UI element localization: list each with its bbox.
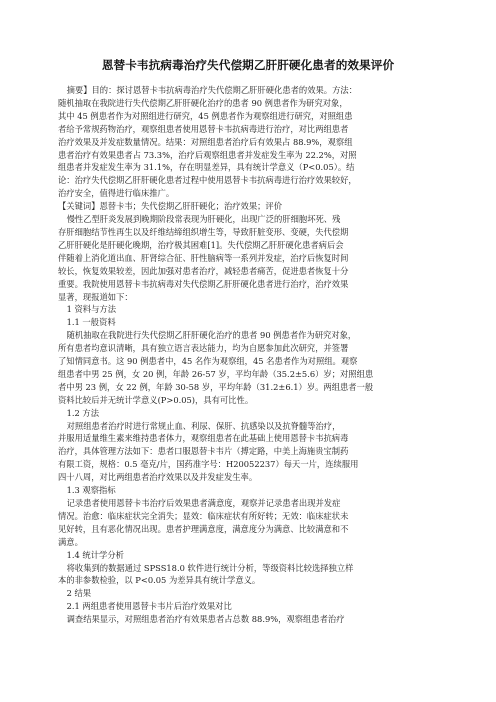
body-line: 满意。 [58, 536, 83, 547]
body-line: 组患者中男 25 例，女 20 例，年龄 26-57 岁，平均年龄（35.2±5.6）岁；对照组患 [58, 368, 374, 379]
body-line: 四十八周，对比两组患者治疗效果以及并发症发生率。 [58, 472, 258, 483]
body-line: 随机抽取在我院进行失代偿期乙肝肝硬化治疗的患者 90 例患者作为研究对象， [58, 97, 348, 108]
body-line: 摘要】目的：探讨恩替卡韦抗病毒治疗失代偿期乙肝肝硬化患者的效果。方法： [66, 85, 357, 95]
body-line: 并服用适量维生素来维持患者体力，观察组患者在此基础上使用恩替卡韦抗病毒 [58, 433, 349, 444]
body-line: 1.2 方法 [66, 407, 100, 418]
body-line: 存肝细胞结节性再生以及纤维结缔组织增生等，导致肝脏变形、变硬，失代偿期 [58, 226, 349, 237]
body-line: 者给予常规药物治疗，观察组患者使用恩替卡韦抗病毒进行治疗，对比两组患者 [58, 123, 349, 134]
body-line: 将收集到的数据通过 SPSS18.0 软件进行统计分析，等级资料比较选择独立样 [66, 562, 354, 573]
paper-title: 恩替卡韦抗病毒治疗失代偿期乙肝肝硬化患者的效果评价 [101, 58, 395, 72]
body-line: 有限工资，规格：0.5 毫克/片，国药准字号：H20052237）每天一片，连续服用 [58, 459, 359, 470]
body-line: 患者治疗有效果患者占 73.3%，治疗后观察组患者并发症发生率为 22.2%，对照 [58, 149, 357, 160]
body-line: 2 结果 [66, 588, 92, 599]
body-line: 治疗安全，值得进行临床推广。 [58, 188, 175, 199]
body-line: 治疗效果及并发症数量情况。结果：对照组患者治疗后有效果占 88.9%，观察组 [58, 136, 353, 147]
body-line: 治疗，具体管理方法如下：患者口服恩替卡韦片（搏定路，中美上海施贵宝制药 [58, 446, 349, 457]
body-line: 1.4 统计学分析 [66, 549, 124, 560]
body-line: 组患者并发症发生率为 31.1%，存在明显差异，具有统计学意义（P<0.05）。结 [58, 162, 355, 173]
body-line: 重要。我院使用恩替卡韦抗病毒对失代偿期乙肝肝硬化患者进行治疗，治疗效果 [58, 278, 349, 289]
body-line: 慢性乙型肝炎发展到晚期阶段常表现为肝硬化，出现广泛的肝细胞坏死、残 [66, 214, 341, 225]
body-line: 本的非参数检验，以 P<0.05 为差异具有统计学意义。 [58, 575, 261, 586]
body-line: 其中 45 例患者作为对照组进行研究，45 例患者作为观察组进行研究，对照组患 [58, 110, 353, 121]
body-line: 见好转，且有恶化情况出现。患者护理满意度，满意度分为满意、比较满意和不 [58, 523, 349, 534]
body-line: 情况。治愈：临床症状完全消失；显效：临床症状有所好转；无效：临床症状未 [58, 510, 349, 521]
paper-body [58, 84, 438, 626]
body-line: 资料比较后并无统计学意义(P>0.05)，具有可比性。 [58, 394, 254, 405]
body-line: 记录患者使用恩替卡韦治疗后效果患者满意度，观察并记录患者出现并发症 [66, 498, 341, 508]
body-line: 乙肝肝硬化是肝硬化晚期，治疗极其困难[1]。失代偿期乙肝肝硬化患者病后会 [58, 239, 344, 250]
body-line: 所有患者均意识清晰，具有独立语言表达能力，均为自愿参加此次研究，并签署 [58, 343, 349, 354]
body-line: 显著，现报道如下： [58, 291, 133, 302]
body-line: 1.3 观察指标 [66, 485, 116, 496]
body-line: 【关键词】恩替卡韦；失代偿期乙肝肝硬化；治疗效果；评价 [58, 201, 283, 212]
body-line: 调查结果显示，对照组患者治疗有效果患者占总数 88.9%，观察组患者治疗 [66, 614, 345, 625]
body-line: 伴随着上消化道出血、肝肾综合征、肝性脑病等一系列并发症，治疗后恢复时间 [58, 252, 349, 263]
body-line: 对照组患者治疗时进行常规止血、利尿、保肝、抗感染以及抗脊髓等治疗， [66, 420, 341, 431]
body-line: 1 资料与方法 [66, 304, 116, 315]
body-line: 2.1 两组患者使用恩替卡韦片后治疗效果对比 [66, 601, 232, 612]
body-line: 较长，恢复效果较差，因此加强对患者治疗，减轻患者痛苦，促进患者恢复十分 [58, 265, 349, 276]
body-line: 论：治疗失代偿期乙肝肝硬化患者过程中使用恩替卡韦抗病毒进行治疗效果较好， [58, 175, 357, 186]
body-line: 随机抽取在我院进行失代偿期乙肝肝硬化治疗的患者 90 例患者作为研究对象， [66, 330, 357, 341]
body-line: 了知情同意书。这 90 例患者中，45 名作为观察组，45 名患者作为对照组。观察 [58, 356, 358, 367]
body-line: 1.1 一般资料 [66, 317, 116, 328]
body-line: 者中男 23 例，女 22 例，年龄 30-58 岁，平均年龄（31.2±6.1）岁。两组患者一般 [58, 381, 374, 392]
